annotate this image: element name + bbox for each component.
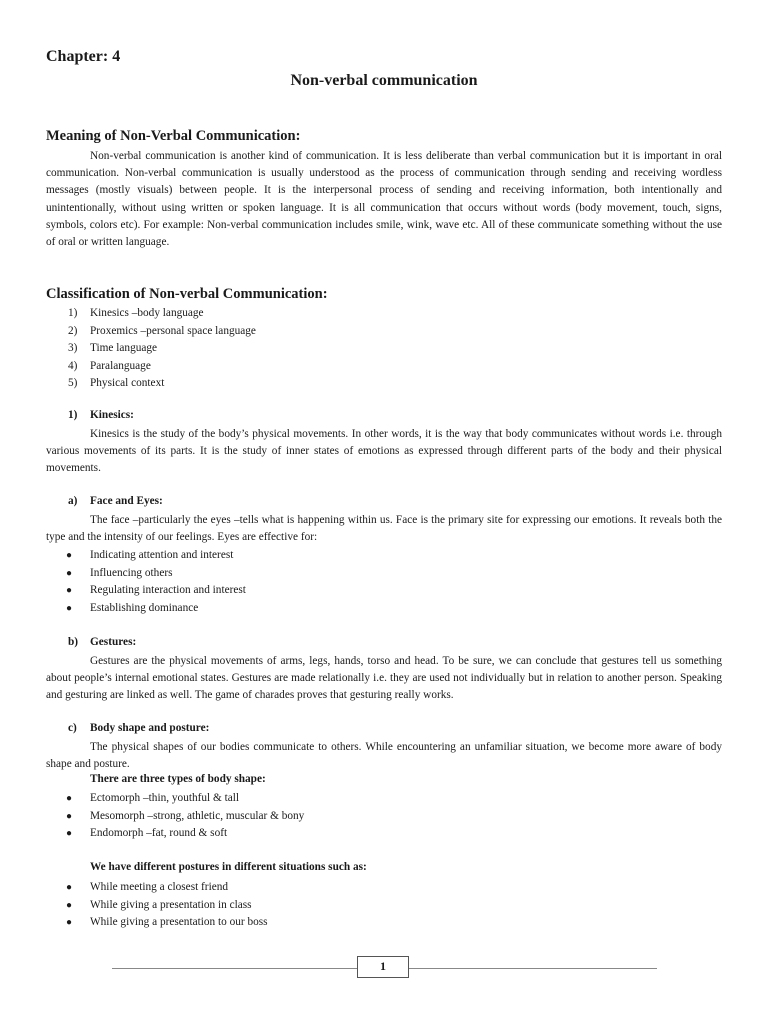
list-item [46,340,722,358]
section-title: Kinesics: [90,409,134,421]
bullet-icon: ● [66,567,73,579]
list-item [46,600,722,618]
item-text: While meeting a closest friend [90,881,229,893]
item-number: 2) [68,324,78,337]
page-number: 1 [357,956,409,978]
item-text: Establishing dominance [90,601,199,614]
item-number: 1) [68,307,78,319]
bullet-icon: ● [66,899,73,911]
list-item [46,358,722,376]
bullet-icon: ● [66,585,73,597]
face-eyes-heading [46,495,163,507]
body-shape-paragraph: The physical shapes of our bodies communicate to others. While encountering an unfamiliar situation, we become more aware of body shape and posture. [46,741,722,771]
list-item [46,547,722,565]
kinesics-heading [46,409,134,421]
section-number: b) [68,636,79,648]
item-text: Time language [90,342,158,355]
list-item [46,375,722,393]
section-number: c) [68,722,77,734]
body-shape-heading [46,722,209,734]
item-text: Mesomorph –strong, athletic, muscular & bony [90,809,305,822]
eyes-effects-list [46,547,722,617]
bullet-icon: ● [66,550,73,561]
item-text: While giving a presentation in class [90,898,252,911]
list-item [46,323,722,341]
bullet-icon: ● [66,602,73,614]
gestures-paragraph: Gestures are the physical movements of arms, legs, hands, torso and head. To be sure, we can conclude that gestures tell us something about people’s internal emotional states. Gestures are made relationally i.e. they are used not individually but in relation to another person. Speaking and gesturing are linked as well. The game of charades proves that gesturing really works. [46,655,722,702]
item-number: 4) [68,359,78,372]
list-item [46,582,722,600]
footer-rule-left [112,968,357,969]
face-eyes-paragraph: The face –particularly the eyes –tells what is happening within us. Face is the primary site for expressing our emotions. It reveals both the type and the intensity of our feelings. Eyes are effective for: [46,514,722,544]
item-text: Indicating attention and interest [90,549,234,561]
gestures-heading [46,636,136,648]
bullet-icon: ● [66,810,73,822]
item-number: 3) [68,342,78,355]
bullet-icon: ● [66,882,73,893]
item-text: Physical context [90,377,165,390]
postures-heading: We have different postures in different situations such as: [90,861,367,873]
footer-rule-right [409,968,657,969]
list-item [46,825,722,843]
body-types-list [46,790,722,843]
item-text: Regulating interaction and interest [90,584,246,597]
list-item [46,305,722,323]
list-item [46,914,722,932]
chapter-label: Chapter: 4 [46,48,121,65]
kinesics-paragraph: Kinesics is the study of the body’s physical movements. In other words, it is the way that body communicates without words i.e. through various movements of its parts. It is the study of inner states of emotions as expressed through different parts of the body and their physical movements. [46,428,722,475]
list-item [46,565,722,583]
meaning-paragraph: Non-verbal communication is another kind of communication. It is less deliberate than verbal communication but it is important in oral communication. Non-verbal communication is usually understood as the process of communication through sending and receiving wordless messages (mostly visuals) between people. It is the interpersonal process of sending and receiving information, both intentionally and unintentionally, without using written or spoken language. It is all communication that occurs without words (body movement, touch, signs, symbols, colors etc). For example: Non-verbal communication includes smile, wink, wave etc. All of these communicate something without the use of oral or written language. [46,150,722,249]
item-text: Influencing others [90,566,173,579]
item-text: Ectomorph –thin, youthful & tall [90,792,240,804]
section-title: Face and Eyes: [90,495,163,507]
postures-list [46,879,722,932]
item-text: Paralanguage [90,359,151,372]
list-item [46,897,722,915]
section-title: Body shape and posture: [90,722,210,734]
item-text: Kinesics –body language [90,307,204,319]
bullet-icon: ● [66,917,73,929]
classification-list [46,305,722,393]
item-text: Endomorph –fat, round & soft [90,827,228,840]
bullet-icon: ● [66,793,73,804]
section-number: a) [68,495,78,507]
item-text: Proxemics –personal space language [90,324,256,337]
meaning-heading: Meaning of Non-Verbal Communication: [46,128,301,144]
item-text: While giving a presentation to our boss [90,916,268,929]
section-number: 1) [68,409,78,421]
page-title: Non-verbal communication [290,72,478,89]
item-number: 5) [68,377,78,390]
body-types-heading: There are three types of body shape: [90,773,266,785]
list-item [46,808,722,826]
classification-heading: Classification of Non-verbal Communication: [46,286,328,302]
bullet-icon: ● [66,828,73,840]
list-item [46,879,722,897]
section-title: Gestures: [90,636,137,648]
list-item [46,790,722,808]
